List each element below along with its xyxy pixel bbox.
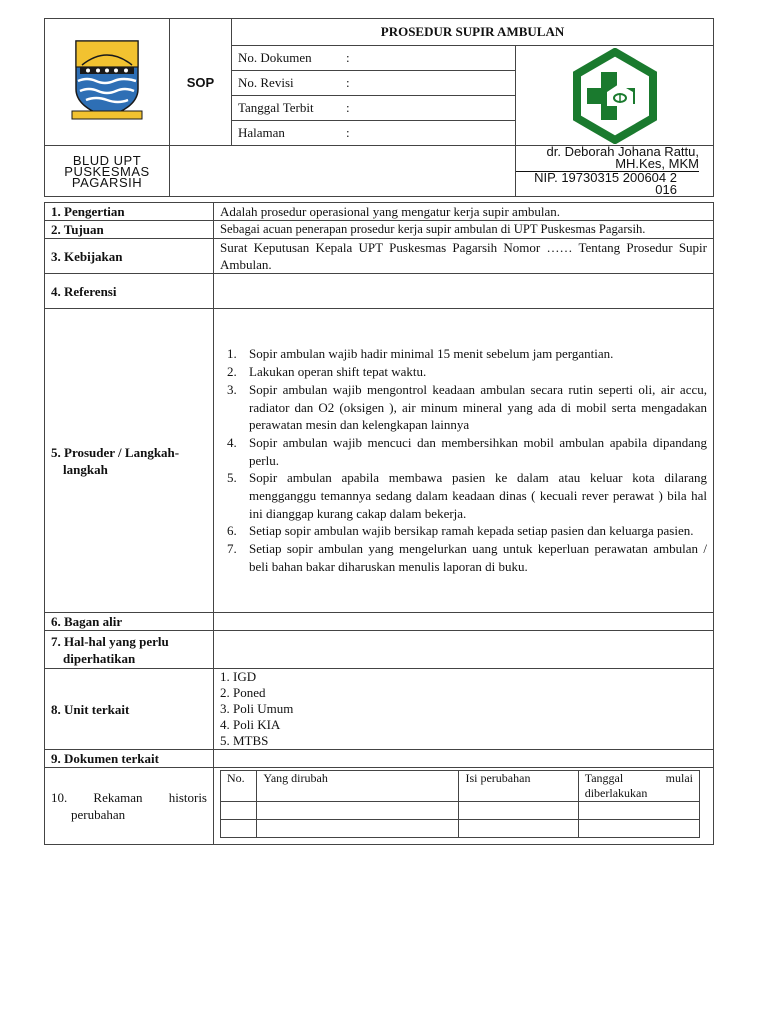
label-prosedur-line2: langkah [63,461,108,477]
step-text: Lakukan operan shift tepat waktu. [249,364,427,380]
label-dokumen-terkait: 9. Dokumen terkait [45,750,214,768]
value-bagan-alir [214,613,714,631]
procedure-step [220,381,707,434]
field-label: Halaman [238,125,285,140]
label-rekaman-line2: perubahan [71,807,126,822]
rev-col-isi-perubahan: Isi perubahan [459,771,578,802]
empty-cell [170,146,516,197]
step-text: Setiap sopir ambulan yang mengelurkan uang untuk keperluan perawatan ambulan / beli bahan bakar diharuskan menulis laporan di buku. [249,541,707,574]
unit-item: 1. IGD [220,669,257,684]
unit-item: 3. Poli Umum [220,701,294,716]
field-label: No. Revisi [238,75,294,90]
step-number: 7. [227,541,237,557]
rev-col-tanggal: Tanggal mulai diberlakukan [578,771,699,802]
label-hal-hal [45,631,214,669]
field-tanggal-terbit [232,96,516,121]
revision-history-table [220,770,700,838]
unit-list [220,669,707,749]
step-number: 2. [227,364,237,380]
unit-item: 2. Poned [220,685,266,700]
label-unit-terkait: 8. Unit terkait [45,669,214,750]
signatory-name: dr. Deborah Johana Rattu, MH.Kes, MKM [516,146,699,172]
puskesmas-logo-cell [516,46,714,146]
org-line: PUSKESMAS [64,163,150,179]
label-prosedur-line1: 5. Prosuder / Langkah- [51,444,180,460]
procedure-step [220,469,707,522]
table-row [221,820,700,838]
label-hal-hal-line1: 7. Hal-hal yang perlu [51,633,169,649]
value-tujuan: Sebagai acuan penerapan prosedur kerja supir ambulan di UPT Puskesmas Pagarsih. [214,221,714,239]
field-colon: : [346,75,350,90]
step-text: Sopir ambulan wajib mengontrol keadaan ambulan secara rutin seperti oli, air accu, radiator dan O2 (oksigen ), air minum mineral yang ada di mobil serta mengadakan perawatan mesin dan kelengkapan lainnya [249,381,707,433]
step-number: 5. [227,470,237,486]
step-text: Setiap sopir ambulan wajib bersikap ramah kepada setiap pasien dan keluarga pasien. [249,523,694,539]
field-no-revisi [232,71,516,96]
value-kebijakan: Surat Keputusan Kepala UPT Puskesmas Pagarsih Nomor …… Tentang Prosedur Supir Ambulan. [214,239,714,274]
label-prosedur [45,309,214,613]
field-halaman [232,121,516,146]
step-text: Sopir ambulan wajib hadir minimal 15 menit sebelum jam pergantian. [249,346,614,362]
signatory-cell [516,146,714,197]
step-text: Sopir ambulan wajib mencuci dan membersihkan mobil ambulan apabila dipandang perlu. [249,434,707,468]
step-number: 4. [227,434,237,450]
field-label: Tanggal Terbit [238,100,314,115]
label-rekaman [45,768,214,845]
label-bagan-alir: 6. Bagan alir [45,613,214,631]
label-pengertian: 1. Pengertian [45,203,214,221]
value-pengertian: Adalah prosedur operasional yang mengatur kerja supir ambulan. [214,203,714,221]
document-title: PROSEDUR SUPIR AMBULAN [232,19,714,46]
label-hal-hal-line2: diperhatikan [63,650,136,666]
organization-name [45,146,170,197]
step-text: Sopir ambulan apabila membawa pasien ke dalam atau keluar kota dilarang mengganggu temannya sedang dalam keadaan dinas ( kecuali rever perawat ) bila hal ini dianggap kurang cakap dalam bekerja. [249,470,707,521]
field-colon: : [346,100,350,115]
field-label: No. Dokumen [238,50,312,65]
field-colon: : [346,50,350,65]
step-number: 1. [227,346,237,362]
rev-col-no: No. [221,771,257,802]
value-dokumen-terkait [214,750,714,768]
city-logo-cell [45,19,170,146]
field-no-dokumen [232,46,516,71]
value-hal-hal [214,631,714,669]
org-line: BLUD UPT [72,152,142,168]
sop-content-table [44,202,714,845]
procedure-step [220,434,707,469]
step-number: 3. [227,381,237,397]
procedure-step [220,345,707,363]
procedure-step [220,363,707,381]
table-row [221,802,700,820]
rev-col-yang-dirubah: Yang dirubah [257,771,459,802]
procedure-step [220,522,707,540]
label-kebijakan: 3. Kebijakan [45,239,214,274]
label-rekaman-line1: 10. Rekaman historis [51,790,207,805]
procedure-step [220,540,707,575]
step-number: 6. [227,523,237,539]
procedure-steps-list [220,345,707,575]
puskesmas-logo-icon [567,48,663,144]
value-unit-terkait [214,669,714,750]
value-prosedur [214,309,714,613]
signatory-nip: NIP. 19730315 200604 2 016 [534,170,677,197]
sop-header-table [44,18,714,197]
value-referensi [214,274,714,309]
label-tujuan: 2. Tujuan [45,221,214,239]
city-crest-icon [62,37,152,127]
unit-item: 5. MTBS [220,733,269,748]
field-colon: : [346,125,350,140]
label-referensi: 4. Referensi [45,274,214,309]
unit-item: 4. Poli KIA [220,717,281,732]
value-rekaman [214,768,714,845]
sop-label: SOP [170,19,232,146]
org-line: PAGARSIH [71,174,143,190]
